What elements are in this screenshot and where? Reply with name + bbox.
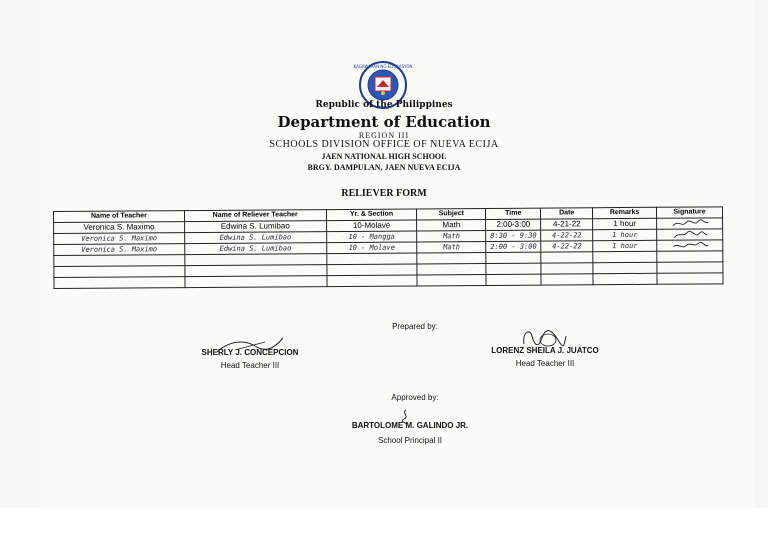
column-header: Date (541, 208, 593, 219)
table-cell: Veronica S. Maximo (54, 244, 185, 256)
table-cell (54, 277, 185, 289)
table-cell: Edwina S. Lumibao (184, 232, 326, 244)
table-cell (326, 264, 417, 276)
approver-block (335, 421, 485, 445)
republic-line: Republic of the Philippines (315, 100, 453, 110)
approver-title: School Principal II (377, 436, 443, 445)
table-cell (417, 252, 486, 263)
column-header: Name of Reliever Teacher (184, 210, 326, 222)
signature-cell (657, 218, 723, 229)
table-cell (593, 251, 657, 262)
column-header: Signature (657, 207, 723, 218)
table-cell: 4-22-22 (541, 241, 593, 252)
table-cell (486, 252, 541, 263)
table-cell: Veronica S. Maximo (54, 222, 185, 234)
table-cell (593, 273, 657, 284)
table-cell (657, 251, 723, 262)
table-cell: Math (417, 241, 486, 252)
handwritten-signature-icon (670, 240, 710, 250)
table-cell (541, 252, 593, 263)
signature-cell (657, 240, 723, 251)
column-header: Time (486, 208, 541, 219)
table-cell (54, 255, 185, 267)
preparer-1-block (190, 348, 310, 370)
signature-cell (657, 229, 723, 240)
handwritten-signature-icon (670, 218, 710, 228)
table-cell: Edwina S. Lumibao (185, 243, 327, 255)
table-cell: Math (417, 230, 486, 241)
table-cell: Math (417, 219, 486, 230)
table-cell (327, 275, 418, 287)
seal-text: KAGAWARAN NG EDUKASYON (353, 64, 413, 69)
table-cell (541, 263, 593, 274)
table-cell: 10 - Mangga (326, 231, 417, 243)
table-cell: 1 hour (593, 240, 657, 251)
region-line: REGION III (358, 131, 410, 140)
table-cell (185, 276, 327, 288)
table-cell (326, 253, 417, 265)
table-cell (54, 266, 185, 278)
table-cell (486, 274, 541, 285)
table-cell: 2:00-3:00 (486, 219, 541, 230)
approver-name: BARTOLOME M. GALINDO JR. (351, 421, 469, 430)
preparer-2-name: LORENZ SHEILA J. JUATCO (491, 346, 599, 355)
table-cell (657, 262, 723, 273)
table-cell: 8:30 - 9:30 (486, 230, 541, 241)
table-cell: 1 hour (593, 229, 657, 240)
table-cell: Edwina S. Lumibao (184, 221, 326, 233)
prepared-by-label: Prepared by: (392, 322, 438, 331)
preparer-2-block (475, 346, 615, 368)
column-header: Remarks (593, 207, 657, 218)
table-cell (593, 262, 657, 273)
table-cell (417, 263, 486, 274)
page-edge (0, 508, 768, 543)
table-cell (486, 263, 541, 274)
approved-by-label: Approved by: (391, 393, 439, 402)
column-header: Subject (417, 208, 486, 219)
table-cell: 1 hour (593, 218, 657, 229)
division-line: SCHOOLS DIVISION OFFICE OF NUEVA ECIJA (269, 139, 499, 150)
table-cell: 2:00 - 3:00 (486, 241, 541, 252)
table-cell: 10-Molave (326, 220, 417, 232)
school-name: JAEN NATIONAL HIGH SCHOOL (321, 152, 447, 161)
table-cell: 4-21-22 (541, 219, 593, 230)
preparer-2-title: Head Teacher III (515, 359, 575, 368)
table-cell: 4-22-22 (541, 230, 593, 241)
column-header: Name of Teacher (54, 211, 185, 223)
school-address: BRGY. DAMPULAN, JAEN NUEVA ECIJA (307, 163, 461, 172)
table-cell: 10 - Molave (326, 242, 417, 254)
preparer-1-name: SHERLY J. CONCEPCION (201, 348, 299, 357)
table-cell (657, 273, 723, 284)
form-title: RELIEVER FORM (341, 188, 427, 199)
preparer-1-title: Head Teacher III (220, 361, 280, 370)
handwritten-signature-icon (670, 229, 710, 239)
table-cell (417, 274, 486, 285)
table-cell: Veronica S. Maximo (54, 233, 185, 245)
table-cell (541, 274, 593, 285)
column-header: Yr. & Section (326, 209, 417, 221)
reliever-table (53, 206, 724, 289)
department-name: Department of Education (277, 113, 491, 131)
